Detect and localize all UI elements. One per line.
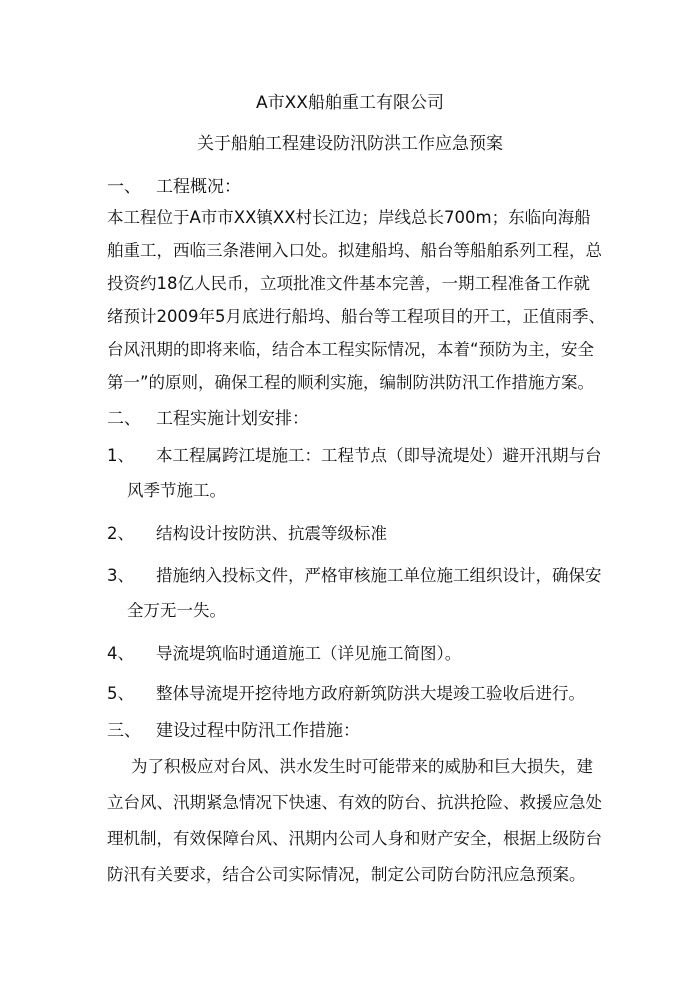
paragraph-line: 立台风、汛期紧急情况下快速、有效的防台、抗洪抢险、救援应急处 [107, 793, 602, 812]
item-text: 结构设计按防洪、抗震等级标准 [156, 524, 387, 543]
paragraph-line: 舶重工，西临三条港闸入口处。拟建船坞、船台等船舶系列工程，总 [107, 241, 602, 260]
section-number: 三、 [107, 721, 141, 741]
item-number: 2、 [107, 524, 134, 543]
section-number: 二、 [107, 409, 141, 429]
section-heading: 工程概况： [156, 177, 241, 197]
paragraph-line: 理机制，有效保障台风、汛期内公司人身和财产安全，根据上级防台 [107, 829, 602, 848]
item-text: 导流堤筑临时通道施工（详见施工简图）。 [156, 644, 462, 663]
item-text: 整体导流堤开挖待地方政府新筑防洪大堤竣工验收后进行。 [156, 684, 585, 703]
section-heading: 建设过程中防汛工作措施： [156, 721, 360, 741]
item-number: 3、 [107, 566, 134, 585]
paragraph-line: 投资约18亿人民币，立项批准文件基本完善，一期工程准备工作就 [107, 274, 590, 293]
item-number: 1、 [107, 446, 134, 465]
paragraph-line: 本工程位于A市市XX镇XX村长江边；岸线总长700m；东临向海船 [107, 208, 591, 227]
item-text-continued: 风季节施工。 [127, 481, 226, 500]
paragraph-line: 防汛有关要求，结合公司实际情况，制定公司防台防汛应急预案。 [107, 865, 586, 884]
item-text: 措施纳入投标文件，严格审核施工单位施工组织设计，确保安 [156, 566, 602, 585]
document-title: 关于船舶工程建设防汛防洪工作应急预案 [197, 134, 503, 154]
section-heading: 工程实施计划安排： [156, 409, 309, 429]
paragraph-line: 绪预计2009年5月底进行船坞、船台等工程项目的开工，正值雨季、 [107, 307, 605, 326]
company-name: A市XX船舶重工有限公司 [256, 93, 444, 113]
paragraph-line: 台风汛期的即将来临，结合本工程实际情况，本着“预防为主，安全 [107, 340, 595, 359]
item-text: 本工程属跨江堤施工：工程节点（即导流堤处）避开汛期与台 [156, 446, 602, 465]
item-number: 4、 [107, 644, 134, 663]
section-number: 一、 [107, 177, 141, 197]
item-text-continued: 全万无一失。 [127, 601, 226, 620]
item-number: 5、 [107, 684, 134, 703]
paragraph-line: 为了积极应对台风、洪水发生时可能带来的威胁和巨大损失，建 [131, 757, 593, 776]
paragraph-line: 第一”的原则，确保工程的顺利实施，编制防洪防汛工作措施方案。 [107, 373, 595, 392]
